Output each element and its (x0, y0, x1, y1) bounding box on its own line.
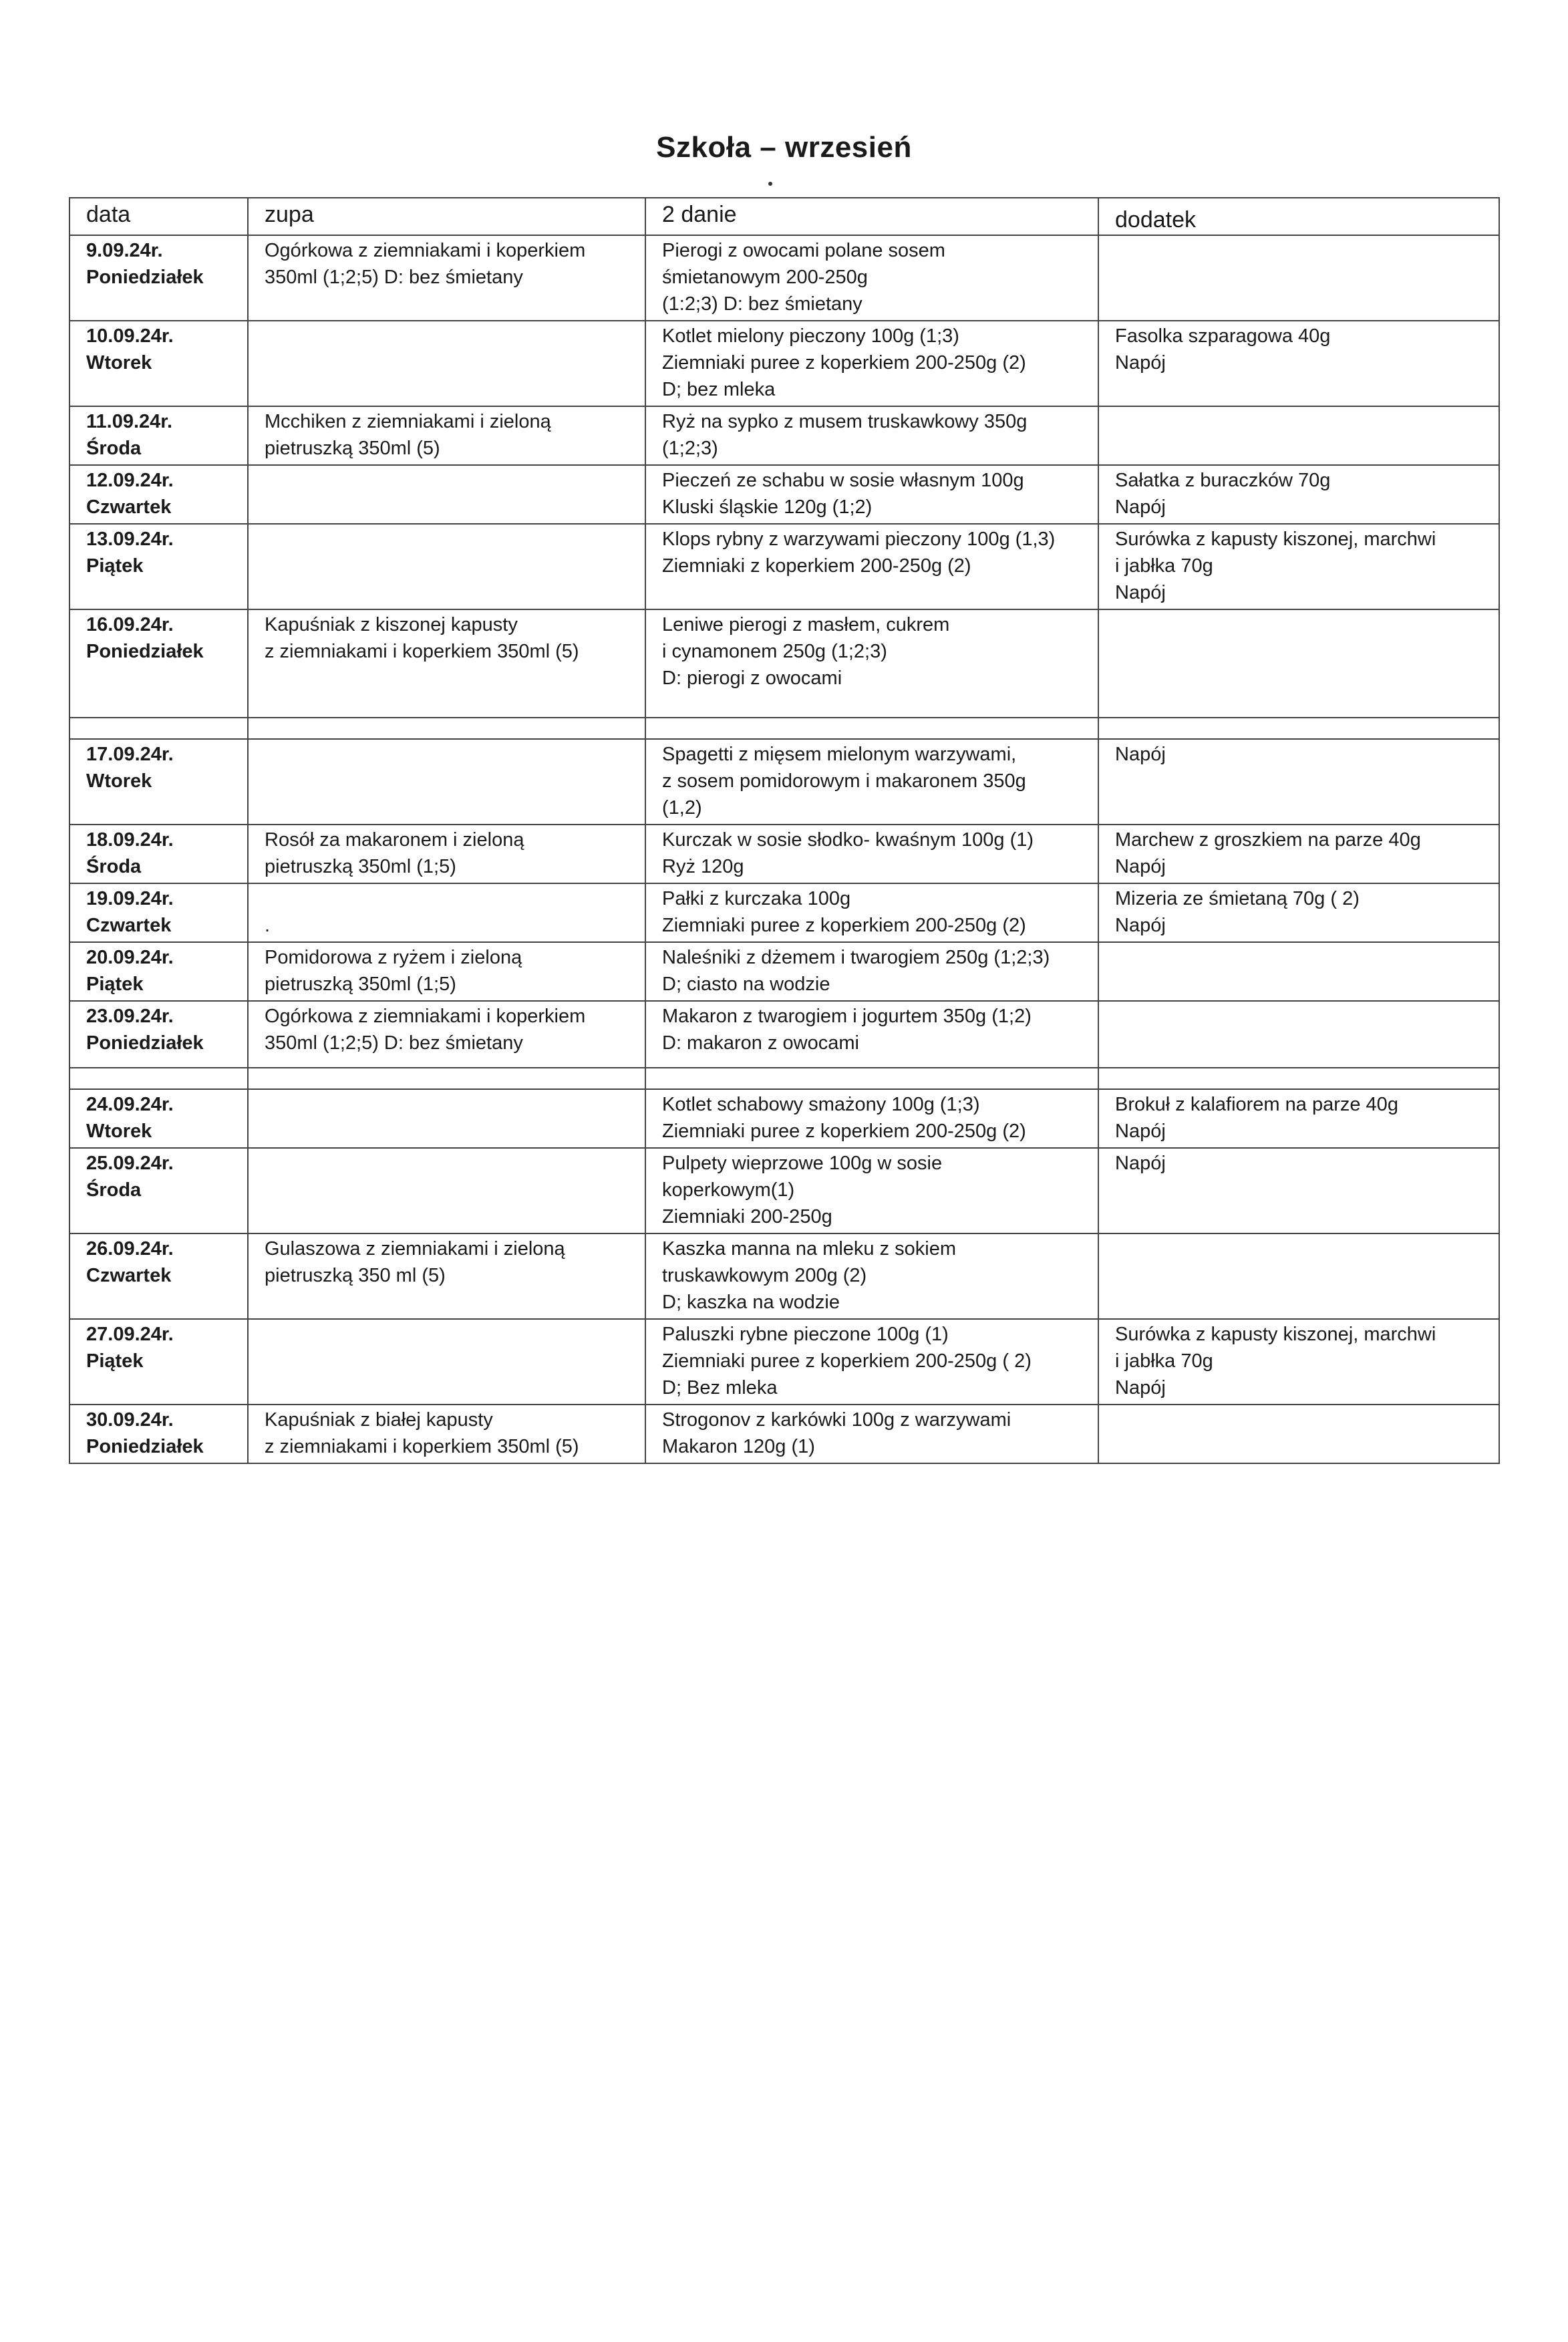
date-cell (69, 1148, 248, 1233)
soup-cell (248, 1001, 645, 1068)
main-dish-line: Pieczeń ze schabu w sosie własnym 100g (662, 470, 1024, 491)
main-dish-cell (645, 1319, 1098, 1405)
main-dish-cell (645, 1233, 1098, 1319)
main-dish-line: Ziemniaki puree z koperkiem 200-250g ( 2) (662, 1350, 1032, 1372)
soup-cell (248, 942, 645, 1001)
main-dish-line: i cynamonem 250g (1;2;3) (662, 641, 887, 662)
side-dish-cell (1098, 1405, 1499, 1463)
soup-cell (248, 1405, 645, 1463)
main-dish-line: Kluski śląskie 120g (1;2) (662, 496, 873, 518)
date-text: 27.09.24r. (86, 1324, 174, 1345)
date-cell (69, 609, 248, 718)
main-dish-line: Ziemniaki puree z koperkiem 200-250g (2) (662, 915, 1026, 936)
menu-row (69, 1089, 1499, 1148)
main-dish-line: D; Bez mleka (662, 1377, 778, 1399)
date-cell (69, 825, 248, 883)
menu-row (69, 739, 1499, 825)
soup-line: 350ml (1;2;5) D: bez śmietany (265, 267, 523, 288)
main-dish-cell (645, 609, 1098, 718)
side-dish-cell (1098, 465, 1499, 524)
spacer-cell (248, 1068, 645, 1089)
spacer-cell (645, 1068, 1098, 1089)
menu-row (69, 406, 1499, 465)
main-dish-cell (645, 235, 1098, 321)
menu-body (69, 198, 1499, 1463)
main-dish-line: (1:2;3) D: bez śmietany (662, 293, 863, 315)
menu-row (69, 235, 1499, 321)
side-dish-line: Napój (1115, 856, 1166, 877)
weekday-text: Czwartek (86, 496, 172, 518)
side-dish-cell (1098, 883, 1499, 942)
soup-cell (248, 739, 645, 825)
side-dish-cell (1098, 1148, 1499, 1233)
soup-line: 350ml (1;2;5) D: bez śmietany (265, 1032, 523, 1054)
soup-line: Kapuśniak z kiszonej kapusty (265, 614, 518, 635)
date-cell (69, 1405, 248, 1463)
main-dish-line: Naleśniki z dżemem i twarogiem 250g (1;2;3) (662, 947, 1050, 968)
main-dish-line: Kotlet schabowy smażony 100g (1;3) (662, 1094, 980, 1115)
date-cell (69, 1001, 248, 1068)
soup-line (265, 885, 634, 912)
header-main: 2 danie (645, 198, 1098, 235)
soup-cell (248, 1233, 645, 1319)
weekday-text: Wtorek (86, 352, 152, 374)
main-dish-line: (1;2;3) (662, 438, 718, 459)
date-cell (69, 739, 248, 825)
weekday-text: Czwartek (86, 1265, 172, 1286)
main-dish-line: Paluszki rybne pieczone 100g (1) (662, 1324, 949, 1345)
date-text: 20.09.24r. (86, 947, 174, 968)
spacer-cell (1098, 1068, 1499, 1089)
soup-cell (248, 1089, 645, 1148)
main-dish-line: Ziemniaki puree z koperkiem 200-250g (2) (662, 1121, 1026, 1142)
main-dish-cell (645, 465, 1098, 524)
menu-row (69, 524, 1499, 609)
weekday-text: Poniedziałek (86, 1032, 204, 1054)
date-text: 9.09.24r. (86, 240, 163, 261)
date-text: 24.09.24r. (86, 1094, 174, 1115)
page-title: Szkoła – wrzesień (656, 131, 912, 164)
soup-cell (248, 321, 645, 406)
date-text: 19.09.24r. (86, 888, 174, 909)
side-dish-cell (1098, 825, 1499, 883)
main-dish-cell (645, 1001, 1098, 1068)
soup-line: Mcchiken z ziemniakami i zieloną (265, 411, 551, 432)
weekday-text: Piątek (86, 555, 144, 577)
menu-row (69, 1319, 1499, 1405)
date-cell (69, 524, 248, 609)
side-dish-line: Sałatka z buraczków 70g (1115, 470, 1331, 491)
side-dish-line: i jabłka 70g (1115, 555, 1213, 577)
main-dish-line: Leniwe pierogi z masłem, cukrem (662, 614, 950, 635)
date-cell (69, 883, 248, 942)
menu-row (69, 1405, 1499, 1463)
soup-line: pietruszką 350ml (5) (265, 438, 440, 459)
side-dish-cell (1098, 235, 1499, 321)
menu-row (69, 883, 1499, 942)
weekday-text: Poniedziałek (86, 267, 204, 288)
date-text: 23.09.24r. (86, 1006, 174, 1027)
side-dish-line: Surówka z kapusty kiszonej, marchwi (1115, 529, 1436, 550)
soup-cell (248, 465, 645, 524)
main-dish-line: Kurczak w sosie słodko- kwaśnym 100g (1) (662, 829, 1034, 851)
side-dish-line: Surówka z kapusty kiszonej, marchwi (1115, 1324, 1436, 1345)
main-dish-line: koperkowym(1) (662, 1179, 795, 1201)
side-dish-cell (1098, 1233, 1499, 1319)
menu-row (69, 825, 1499, 883)
date-text: 26.09.24r. (86, 1238, 174, 1260)
side-dish-line: Marchew z groszkiem na parze 40g (1115, 829, 1421, 851)
main-dish-line: Ziemniaki 200-250g (662, 1206, 832, 1227)
menu-row (69, 1148, 1499, 1233)
main-dish-line: D; kaszka na wodzie (662, 1292, 840, 1313)
spacer-row (69, 1068, 1499, 1089)
soup-line: pietruszką 350ml (1;5) (265, 974, 456, 995)
main-dish-cell (645, 406, 1098, 465)
spacer-row (69, 718, 1499, 739)
menu-row (69, 609, 1499, 718)
main-dish-cell (645, 942, 1098, 1001)
weekday-text: Środa (86, 438, 142, 459)
soup-cell (248, 406, 645, 465)
date-text: 10.09.24r. (86, 325, 174, 347)
soup-line: Gulaszowa z ziemniakami i zieloną (265, 1238, 565, 1260)
menu-row (69, 465, 1499, 524)
soup-line: . (265, 915, 271, 936)
side-dish-line: Napój (1115, 496, 1166, 518)
date-cell (69, 942, 248, 1001)
header-soup: zupa (248, 198, 645, 235)
soup-cell (248, 1148, 645, 1233)
date-cell (69, 321, 248, 406)
date-cell (69, 1233, 248, 1319)
weekday-text: Środa (86, 1179, 142, 1201)
side-dish-line: Napój (1115, 582, 1166, 603)
side-dish-line: Napój (1115, 1121, 1166, 1142)
soup-line: Kapuśniak z białej kapusty (265, 1409, 493, 1431)
spacer-cell (69, 718, 248, 739)
main-dish-line: Pałki z kurczaka 100g (662, 888, 851, 909)
main-dish-line: Ziemniaki puree z koperkiem 200-250g (2) (662, 352, 1026, 374)
soup-cell (248, 235, 645, 321)
date-text: 16.09.24r. (86, 614, 174, 635)
side-dish-cell (1098, 739, 1499, 825)
header-side: dodatek (1098, 198, 1499, 235)
side-dish-cell (1098, 1319, 1499, 1405)
main-dish-line: Makaron 120g (1) (662, 1436, 815, 1457)
main-dish-line: Kotlet mielony pieczony 100g (1;3) (662, 325, 959, 347)
date-text: 17.09.24r. (86, 744, 174, 765)
menu-row (69, 1233, 1499, 1319)
side-dish-line: Napój (1115, 352, 1166, 374)
main-dish-line: Ryż 120g (662, 856, 744, 877)
side-dish-line: Brokuł z kalafiorem na parze 40g (1115, 1094, 1398, 1115)
main-dish-line: truskawkowym 200g (2) (662, 1265, 867, 1286)
menu-table (69, 197, 1500, 1464)
soup-cell (248, 1319, 645, 1405)
date-cell (69, 406, 248, 465)
date-text: 18.09.24r. (86, 829, 174, 851)
menu-row (69, 1001, 1499, 1068)
weekday-text: Piątek (86, 1350, 144, 1372)
date-cell (69, 465, 248, 524)
soup-line: z ziemniakami i koperkiem 350ml (5) (265, 641, 579, 662)
side-dish-line: Napój (1115, 1377, 1166, 1399)
side-dish-line: Napój (1115, 1153, 1166, 1174)
date-text: 11.09.24r. (86, 411, 173, 432)
side-dish-line: Napój (1115, 744, 1166, 765)
weekday-text: Wtorek (86, 770, 152, 792)
main-dish-line: Kaszka manna na mleku z sokiem (662, 1238, 957, 1260)
spacer-cell (69, 1068, 248, 1089)
date-cell (69, 1319, 248, 1405)
main-dish-line: Ryż na sypko z musem truskawkowy 350g (662, 411, 1028, 432)
date-text: 13.09.24r. (86, 529, 174, 550)
side-dish-cell (1098, 406, 1499, 465)
side-dish-cell (1098, 942, 1499, 1001)
date-cell (69, 1089, 248, 1148)
soup-cell (248, 883, 645, 942)
weekday-text: Wtorek (86, 1121, 152, 1142)
soup-line: Pomidorowa z ryżem i zieloną (265, 947, 522, 968)
main-dish-cell (645, 825, 1098, 883)
main-dish-line: Klops rybny z warzywami pieczony 100g (1,3) (662, 529, 1056, 550)
header-row (69, 198, 1499, 235)
weekday-text: Piątek (86, 974, 144, 995)
main-dish-cell (645, 524, 1098, 609)
main-dish-line: D; bez mleka (662, 379, 776, 400)
soup-line: pietruszką 350 ml (5) (265, 1265, 446, 1286)
soup-cell (248, 825, 645, 883)
main-dish-line: D; ciasto na wodzie (662, 974, 830, 995)
weekday-text: Czwartek (86, 915, 172, 936)
date-text: 25.09.24r. (86, 1153, 174, 1174)
soup-line: z ziemniakami i koperkiem 350ml (5) (265, 1436, 579, 1457)
side-dish-line: Fasolka szparagowa 40g (1115, 325, 1331, 347)
main-dish-cell (645, 1405, 1098, 1463)
main-dish-line: Pulpety wieprzowe 100g w sosie (662, 1153, 943, 1174)
soup-cell (248, 609, 645, 718)
side-dish-cell (1098, 1089, 1499, 1148)
weekday-text: Środa (86, 856, 142, 877)
side-dish-cell (1098, 609, 1499, 718)
side-dish-cell (1098, 321, 1499, 406)
main-dish-cell (645, 1148, 1098, 1233)
main-dish-cell (645, 1089, 1098, 1148)
main-dish-line: Ziemniaki z koperkiem 200-250g (2) (662, 555, 971, 577)
soup-line: Ogórkowa z ziemniakami i koperkiem (265, 240, 586, 261)
main-dish-line: z sosem pomidorowym i makaronem 350g (662, 770, 1026, 792)
weekday-text: Poniedziałek (86, 641, 204, 662)
main-dish-line: Makaron z twarogiem i jogurtem 350g (1;2) (662, 1006, 1032, 1027)
main-dish-line: (1,2) (662, 797, 702, 819)
weekday-text: Poniedziałek (86, 1436, 204, 1457)
date-text: 30.09.24r. (86, 1409, 174, 1431)
main-dish-line: Pierogi z owocami polane sosem (662, 240, 945, 261)
side-dish-line: Mizeria ze śmietaną 70g ( 2) (1115, 888, 1360, 909)
spacer-cell (1098, 718, 1499, 739)
menu-row (69, 942, 1499, 1001)
main-dish-cell (645, 739, 1098, 825)
side-dish-line: i jabłka 70g (1115, 1350, 1213, 1372)
main-dish-line: Strogonov z karkówki 100g z warzywami (662, 1409, 1011, 1431)
soup-line: Rosół za makaronem i zieloną (265, 829, 524, 851)
date-text: 12.09.24r. (86, 470, 174, 491)
side-dish-cell (1098, 524, 1499, 609)
spacer-cell (248, 718, 645, 739)
header-date: data (69, 198, 248, 235)
main-dish-line: Spagetti z mięsem mielonym warzywami, (662, 744, 1017, 765)
main-dish-cell (645, 321, 1098, 406)
main-dish-cell (645, 883, 1098, 942)
main-dish-line: D: pierogi z owocami (662, 668, 842, 689)
soup-line: pietruszką 350ml (1;5) (265, 856, 456, 877)
side-dish-line: Napój (1115, 915, 1166, 936)
main-dish-line: śmietanowym 200-250g (662, 267, 868, 288)
soup-cell (248, 524, 645, 609)
date-cell (69, 235, 248, 321)
spacer-cell (645, 718, 1098, 739)
side-dish-cell (1098, 1001, 1499, 1068)
main-dish-line: D: makaron z owocami (662, 1032, 859, 1054)
menu-row (69, 321, 1499, 406)
stray-dot (768, 182, 772, 186)
soup-line: Ogórkowa z ziemniakami i koperkiem (265, 1006, 586, 1027)
